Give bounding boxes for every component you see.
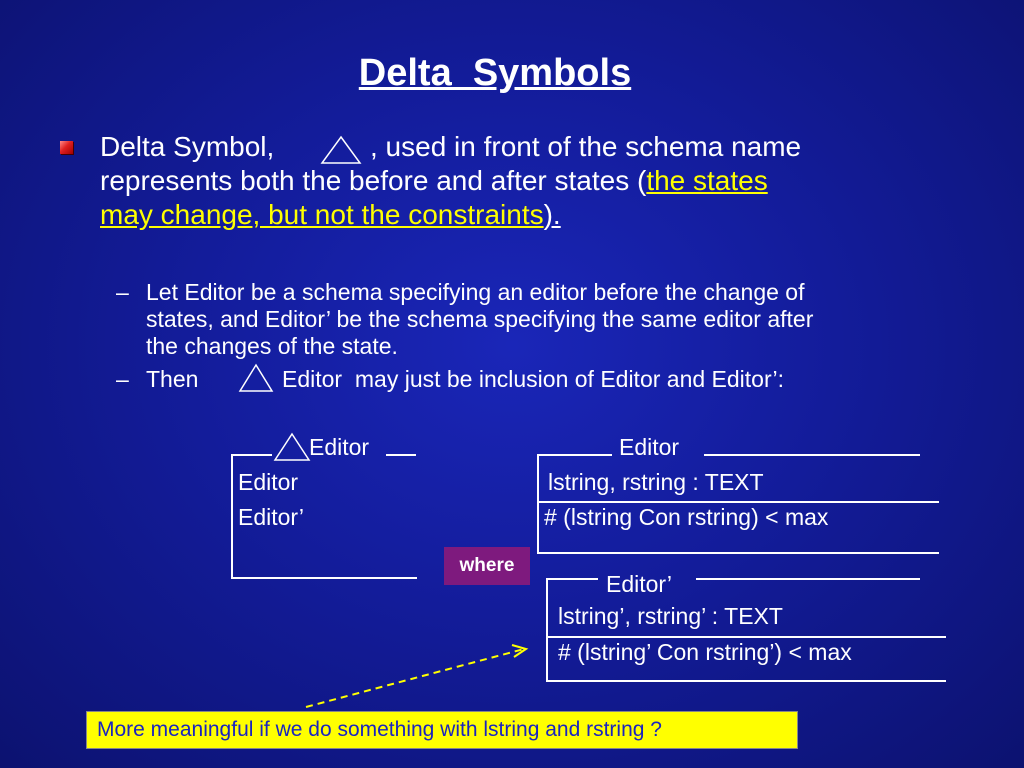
note-box: [86, 711, 798, 749]
schema-top-line: [546, 578, 598, 580]
schema-top-line: [386, 454, 416, 456]
schema-delta-editor-line-1: Editor: [238, 469, 299, 495]
schema-editor-prime-predicate: # (lstring’ Con rstring’) < max: [558, 639, 852, 665]
bullet-line-2: [100, 164, 768, 198]
highlight-link-part2[interactable]: may change, but not the constraints: [100, 199, 544, 230]
highlight-link-part1[interactable]: the states: [646, 165, 768, 196]
schema-left-border: [537, 454, 539, 554]
note-text: More meaningful if we do something with lstring and rstring ?: [97, 718, 662, 741]
delta-triangle-icon: [238, 363, 274, 393]
where-label: where: [444, 547, 530, 585]
sub-bullet-1-line-2: states, and Editor’ be the schema specifying the same editor after: [146, 306, 814, 332]
sub-bullet-dash-1: –: [116, 279, 129, 305]
schema-top-line: [696, 578, 920, 580]
slide-title: Delta Symbols: [358, 52, 632, 94]
schema-bottom-line: [231, 577, 417, 579]
schema-editor-predicate: # (lstring Con rstring) < max: [544, 504, 829, 530]
bullet-line-1-a: Delta Symbol,: [100, 131, 275, 162]
schema-top-line: [232, 454, 272, 456]
schema-bottom-line: [546, 680, 946, 682]
schema-name-editor-prime: Editor’: [606, 571, 673, 597]
schema-editor-declaration: lstring, rstring : TEXT: [548, 469, 764, 495]
bullet-square-icon: [60, 141, 73, 154]
sub-bullet-2-b: Editor may just be inclusion of Editor and Editor’:: [282, 366, 784, 392]
bullet-line-3: [100, 198, 561, 232]
schema-name-editor: Editor: [619, 434, 680, 460]
sub-bullet-dash-2: –: [116, 366, 129, 392]
dashed-arrow-icon: [300, 640, 540, 712]
bullet-line-3-end: ).: [543, 199, 561, 230]
schema-left-border: [546, 578, 548, 682]
bullet-line-1: [100, 130, 274, 164]
schema-top-line: [704, 454, 920, 456]
bullet-line-1-b: , used in front of the schema name: [370, 131, 802, 162]
schema-delta-editor-line-2: Editor’: [238, 504, 305, 530]
schema-editor-prime-declaration: lstring’, rstring’ : TEXT: [558, 603, 783, 629]
schema-bottom-line: [537, 552, 939, 554]
sub-bullet-1-line-1: Let Editor be a schema specifying an editor before the change of: [146, 279, 805, 305]
sub-bullet-1: [146, 279, 813, 360]
delta-triangle-icon: [273, 432, 311, 462]
schema-top-line: [537, 454, 612, 456]
schema-left-border: [231, 454, 233, 579]
sub-bullet-1-line-3: the changes of the state.: [146, 333, 398, 359]
bullet-line-2-a: represents both the before and after states (: [100, 165, 647, 196]
delta-triangle-icon: [320, 135, 362, 165]
schema-name-delta-editor: Editor: [309, 434, 370, 460]
sub-bullet-2-a: Then: [146, 366, 199, 392]
